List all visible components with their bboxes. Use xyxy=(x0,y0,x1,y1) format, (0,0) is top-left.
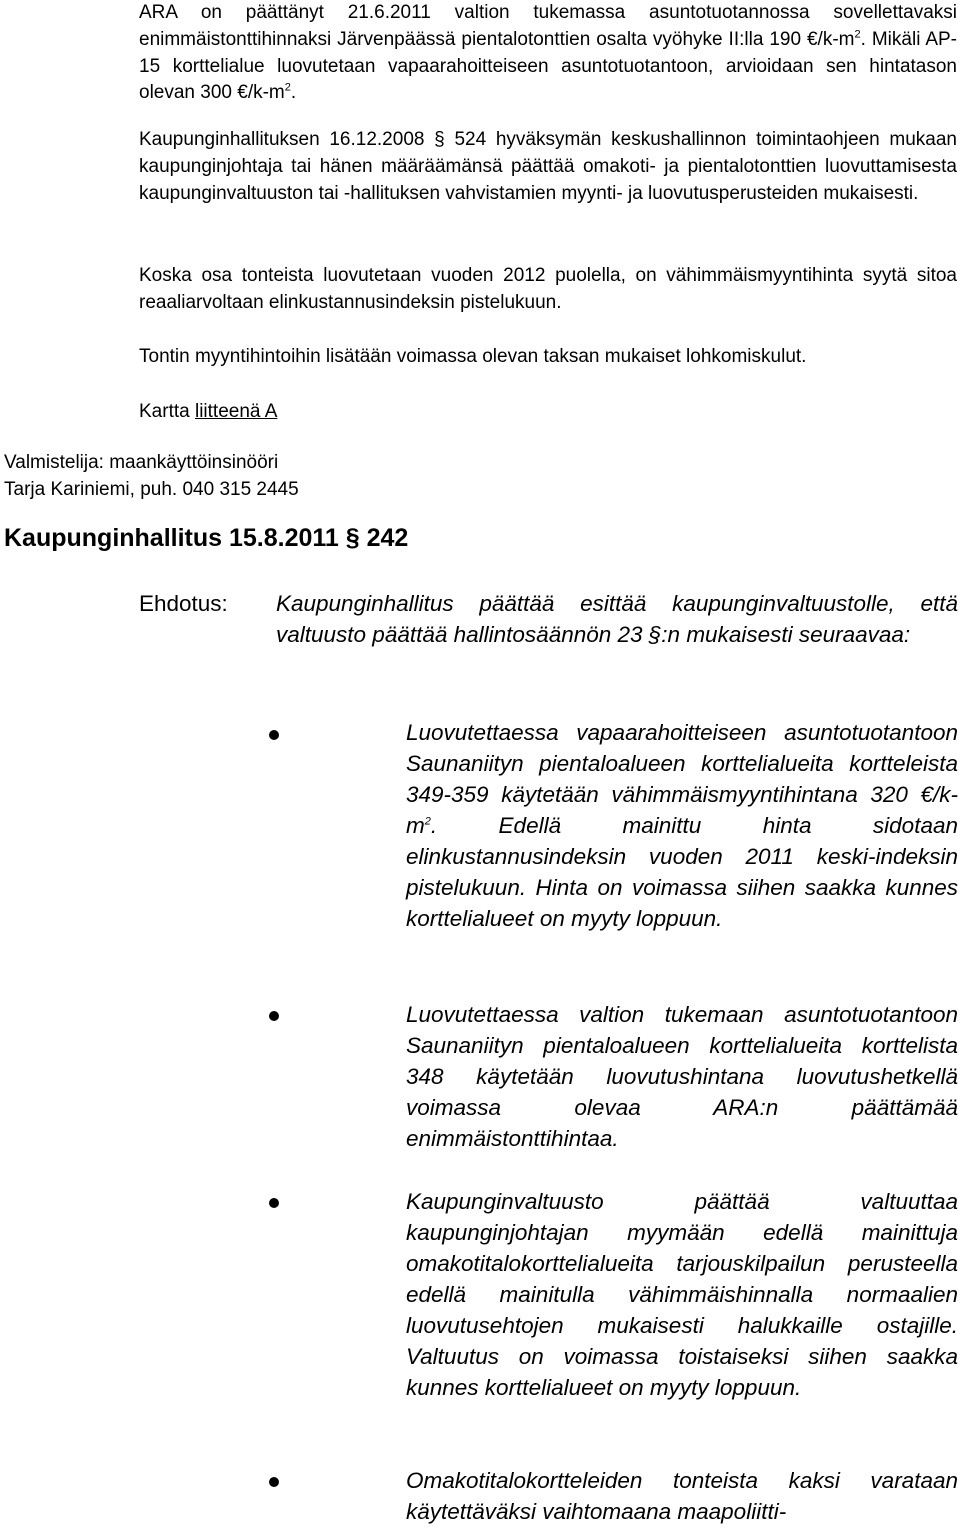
superscript: 2 xyxy=(284,82,291,95)
bullet-icon xyxy=(269,730,279,740)
index-text: Koska osa tonteista luovutetaan vuoden 2012 puolella, on vähimmäismyyntihinta syytä sitoa reaaliarvoltaan elinkustannusindeksin pistelukuun. xyxy=(139,265,957,313)
ara-price-text-end: . xyxy=(290,82,297,104)
ara-price-text-tail: . Mikäli AP-15 korttelialue luovutetaan vapaarahoitteiseen asuntotuotantoon, arvioidaan sen hintatason olevan 300 €/k-m xyxy=(139,28,957,104)
proposal-item-1-text: Luovutettaessa vapaarahoitteiseen asuntotuotantoon Saunaniityn pientaloalueen korttelialueita kortteleista 349-359 käytetään vähimmäismyyntihintana 320 €/k-m xyxy=(406,720,958,838)
superscript: 2 xyxy=(854,28,861,41)
meeting-heading: Kaupunginhallitus 15.8.2011 § 242 xyxy=(4,524,409,552)
attachment-a-link[interactable]: liitteenä A xyxy=(194,401,278,422)
proposal-item-3-text: Kaupunginvaltuusto päättää valtuuttaa kaupunginjohtajan myymään edellä mainittuja omakotitalokorttelialueita tarjouskilpailun perusteella edellä mainitulla vähimmäishinnalla normaalien luovutusehtojen mukaisesti halukkaille ostajille. Valtuutus on voimassa toistaiseksi siihen saakka kunnes korttelialueet on myyty loppuun. xyxy=(406,1189,958,1400)
preparer-contact: Tarja Kariniemi, puh. 040 315 2445 xyxy=(4,479,299,500)
map-attachment-label: Kartta xyxy=(139,401,195,422)
proposal-item-2 xyxy=(406,999,958,1154)
ara-price-paragraph xyxy=(139,0,957,107)
proposal-item-1-tail: . Edellä mainittu hinta sidotaan elinkustannusindeksin vuoden 2011 keski-indeksin pistelukuun. Hinta on voimassa siihen saakka kunnes korttelialueet on myyty loppuun. xyxy=(406,813,958,931)
instruction-paragraph xyxy=(139,127,957,207)
proposal-text: Kaupunginhallitus päättää esittää kaupunginvaltuustolle, että valtuusto päättää hallintosäännön 23 §:n mukaisesti seuraavaa: xyxy=(276,591,958,647)
superscript: 2 xyxy=(424,815,431,828)
proposal-item-3 xyxy=(406,1186,958,1403)
preparer-title: Valmistelija: maankäyttöinsinööri xyxy=(4,452,279,473)
ara-price-text: ARA on päättänyt 21.6.2011 valtion tukemassa asuntotuotannossa sovellettavaksi enimmäistonttihinnaksi Järvenpäässä pientalotonttien osalta vyöhyke II:lla 190 €/k-m xyxy=(139,2,957,50)
fees-paragraph xyxy=(139,344,957,371)
bullet-icon xyxy=(269,1477,279,1487)
proposal-item-1 xyxy=(406,717,958,934)
map-attachment-paragraph xyxy=(139,399,957,426)
bullet-icon xyxy=(269,1011,279,1021)
preparer-block xyxy=(4,449,299,503)
proposal-label: Ehdotus: xyxy=(139,591,228,616)
proposal-item-2-text: Luovutettaessa valtion tukemaan asuntotuotantoon Saunaniityn pientaloalueen korttelialueita korttelista 348 käytetään luovutushintana luovutushetkellä voimassa olevaa ARA:n päättämää enimmäistonttihintaa. xyxy=(406,1002,958,1151)
instruction-text: Kaupunginhallituksen 16.12.2008 § 524 hyväksymän keskushallinnon toimintaohjeen mukaan kaupunginjohtaja tai hänen määräämänsä päättää omakoti- ja pientalotonttien luovuttamisesta kaupunginvaltuuston tai -hallituksen vahvistamien myynti- ja luovutusperusteiden mukaisesti. xyxy=(139,129,957,204)
bullet-icon xyxy=(269,1198,279,1208)
index-paragraph xyxy=(139,263,957,317)
proposal-item-4-text: Omakotitalokortteleiden tonteista kaksi varataan käytettäväksi vaihtomaana maapoliitti- xyxy=(406,1468,958,1524)
proposal-item-4 xyxy=(406,1465,958,1527)
fees-text: Tontin myyntihintoihin lisätään voimassa olevan taksan mukaiset lohkomiskulut. xyxy=(139,346,807,367)
